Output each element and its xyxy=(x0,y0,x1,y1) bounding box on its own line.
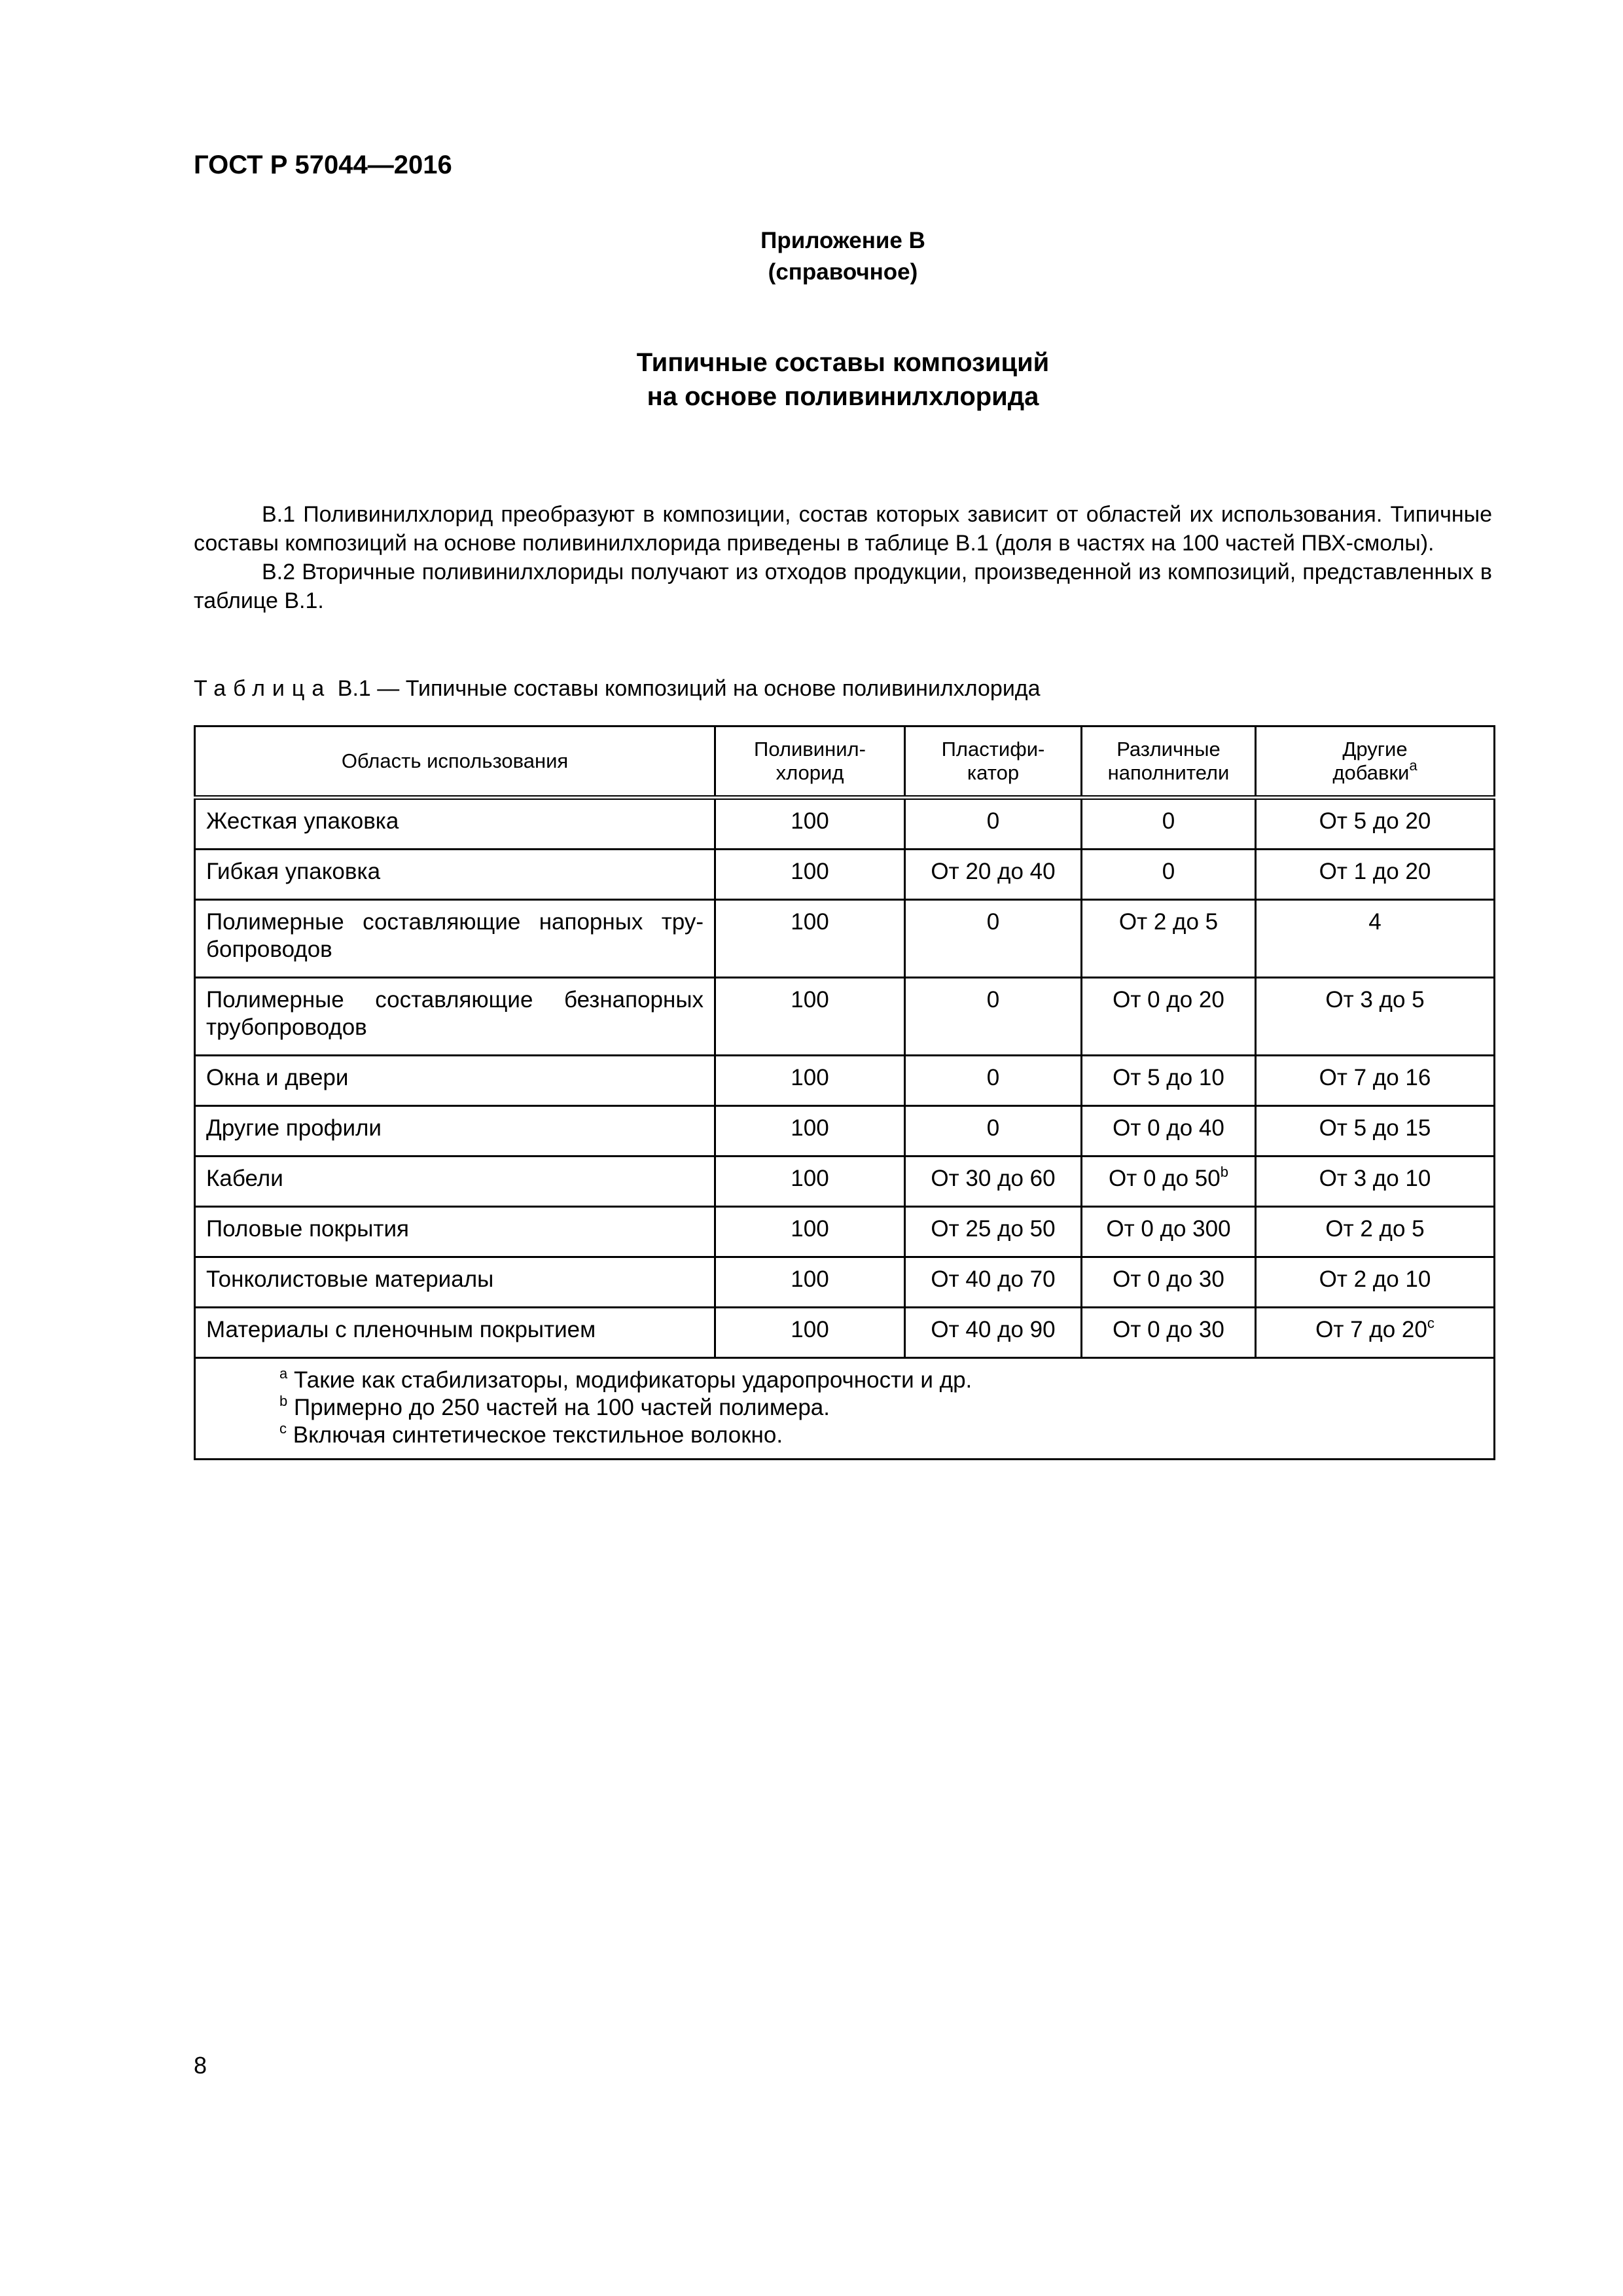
table-header-row xyxy=(195,726,1495,798)
cell-other: От 3 до 5 xyxy=(1256,978,1495,1056)
cell-pvc: 100 xyxy=(715,1257,905,1308)
header-other-additives xyxy=(1256,726,1495,798)
cell-area: Полимерные составляющие напорных тру-бопроводов xyxy=(195,900,715,978)
cell-pvc: 100 xyxy=(715,1207,905,1257)
cell-plasticizer: От 20 до 40 xyxy=(905,850,1082,900)
header-fillers xyxy=(1082,726,1256,798)
footnotes-row xyxy=(195,1358,1495,1460)
footnote-mark-c: c xyxy=(1427,1315,1435,1331)
table-row xyxy=(195,1157,1495,1207)
header-pvc-line-1: Поливинил- xyxy=(754,738,866,761)
header-pvc xyxy=(715,726,905,798)
table-row xyxy=(195,1257,1495,1308)
table-row xyxy=(195,798,1495,850)
cell-other: От 5 до 20 xyxy=(1256,798,1495,850)
table-row xyxy=(195,850,1495,900)
cell-fillers: 0 xyxy=(1082,850,1256,900)
cell-area: Материалы с пленочным покрытием xyxy=(195,1308,715,1358)
cell-pvc: 100 xyxy=(715,1157,905,1207)
cell-pvc: 100 xyxy=(715,1308,905,1358)
cell-plasticizer: 0 xyxy=(905,1106,1082,1157)
cell-other: От 3 до 10 xyxy=(1256,1157,1495,1207)
header-fillers-line-1: Различные xyxy=(1116,738,1221,761)
document-title-line-2: на основе поливинилхлорида xyxy=(647,382,1039,411)
table-caption xyxy=(194,674,1041,703)
cell-pvc: 100 xyxy=(715,900,905,978)
cell-plasticizer: От 25 до 50 xyxy=(905,1207,1082,1257)
cell-plasticizer: От 40 до 90 xyxy=(905,1308,1082,1358)
page-number: 8 xyxy=(194,2052,207,2079)
footnote-c-text: Включая синтетическое текстильное волокно. xyxy=(293,1422,783,1448)
footnote-a-mark: a xyxy=(279,1365,288,1382)
body-text xyxy=(194,500,1492,615)
table-caption-text: В.1 — Типичные составы композиций на основе поливинилхлорида xyxy=(337,676,1041,701)
header-plasticizer-line-2: катор xyxy=(967,761,1020,784)
cell-fillers: От 0 до 40 xyxy=(1082,1106,1256,1157)
cell-plasticizer: 0 xyxy=(905,978,1082,1056)
appendix-subtitle: (справочное) xyxy=(768,259,918,285)
table-row xyxy=(195,1308,1495,1358)
header-fillers-line-2: наполнители xyxy=(1107,761,1230,784)
footnote-b xyxy=(279,1394,1483,1422)
cell-area: Окна и двери xyxy=(195,1056,715,1106)
cell-fillers: От 0 до 20 xyxy=(1082,978,1256,1056)
header-area xyxy=(195,726,715,798)
header-plasticizer xyxy=(905,726,1082,798)
cell-fillers: От 2 до 5 xyxy=(1082,900,1256,978)
header-pvc-line-2: хлорид xyxy=(776,761,844,784)
paragraph-b2: В.2 Вторичные поливинилхлориды получают из отходов продукции, произведенной из композиций, представленных в таблице В.1. xyxy=(194,560,1492,613)
cell-area: Половые покрытия xyxy=(195,1207,715,1257)
cell-fillers: 0 xyxy=(1082,798,1256,850)
table-row xyxy=(195,1056,1495,1106)
cell-other-value: От 7 до 20 xyxy=(1315,1317,1427,1342)
paragraph-b1: В.1 Поливинилхлорид преобразуют в композиции, состав которых зависит от областей их использования. Типичные составы композиций на основе поливинилхлорида приведены в таблице В.1 (доля в частях на 100 частей ПВХ-смолы). xyxy=(194,502,1492,556)
cell-fillers: От 0 до 300 xyxy=(1082,1207,1256,1257)
cell-other: 4 xyxy=(1256,900,1495,978)
document-title-line-1: Типичные составы композиций xyxy=(636,348,1050,377)
cell-other xyxy=(1256,1308,1495,1358)
cell-fillers: От 0 до 30 xyxy=(1082,1308,1256,1358)
header-area-label: Область использования xyxy=(341,749,569,772)
cell-plasticizer: От 40 до 70 xyxy=(905,1257,1082,1308)
cell-pvc: 100 xyxy=(715,978,905,1056)
footnote-b-mark: b xyxy=(279,1393,288,1409)
footnote-a xyxy=(279,1367,1483,1394)
cell-plasticizer: 0 xyxy=(905,900,1082,978)
table-row xyxy=(195,1106,1495,1157)
cell-area: Гибкая упаковка xyxy=(195,850,715,900)
table-caption-label: Таблица xyxy=(194,676,332,701)
cell-plasticizer: От 30 до 60 xyxy=(905,1157,1082,1207)
footnote-a-text: Такие как стабилизаторы, модификаторы ударопрочности и др. xyxy=(293,1367,972,1393)
footnote-mark-a: a xyxy=(1409,757,1418,774)
footnote-mark-b: b xyxy=(1220,1164,1228,1180)
table-row xyxy=(195,978,1495,1056)
composition-table xyxy=(194,725,1495,1460)
cell-area: Полимерные составляющие безнапорных трубопроводов xyxy=(195,978,715,1056)
document-code-header: ГОСТ Р 57044—2016 xyxy=(194,151,452,179)
cell-pvc: 100 xyxy=(715,798,905,850)
footnote-b-text: Примерно до 250 частей на 100 частей полимера. xyxy=(293,1395,830,1420)
footnote-c-mark: c xyxy=(279,1420,287,1437)
cell-fillers xyxy=(1082,1157,1256,1207)
header-other-line-1: Другие xyxy=(1342,738,1408,761)
cell-fillers: От 0 до 30 xyxy=(1082,1257,1256,1308)
cell-other: От 5 до 15 xyxy=(1256,1106,1495,1157)
cell-fillers: От 5 до 10 xyxy=(1082,1056,1256,1106)
header-other-line-2: добавки xyxy=(1332,761,1410,784)
table-row xyxy=(195,1207,1495,1257)
cell-pvc: 100 xyxy=(715,850,905,900)
document-title xyxy=(194,346,1492,414)
cell-area: Тонколистовые материалы xyxy=(195,1257,715,1308)
cell-plasticizer: 0 xyxy=(905,1056,1082,1106)
cell-other: От 2 до 5 xyxy=(1256,1207,1495,1257)
cell-area: Кабели xyxy=(195,1157,715,1207)
footnotes-cell xyxy=(195,1358,1495,1460)
appendix-title: Приложение В xyxy=(760,228,925,253)
table-row xyxy=(195,900,1495,978)
footnote-c xyxy=(279,1422,1483,1449)
cell-other: От 2 до 10 xyxy=(1256,1257,1495,1308)
cell-other: От 7 до 16 xyxy=(1256,1056,1495,1106)
cell-fillers-value: От 0 до 50 xyxy=(1109,1166,1221,1191)
cell-other: От 1 до 20 xyxy=(1256,850,1495,900)
appendix-heading xyxy=(194,225,1492,288)
cell-area: Жесткая упаковка xyxy=(195,798,715,850)
cell-area: Другие профили xyxy=(195,1106,715,1157)
header-plasticizer-line-1: Пластифи- xyxy=(941,738,1045,761)
cell-plasticizer: 0 xyxy=(905,798,1082,850)
cell-pvc: 100 xyxy=(715,1056,905,1106)
cell-pvc: 100 xyxy=(715,1106,905,1157)
